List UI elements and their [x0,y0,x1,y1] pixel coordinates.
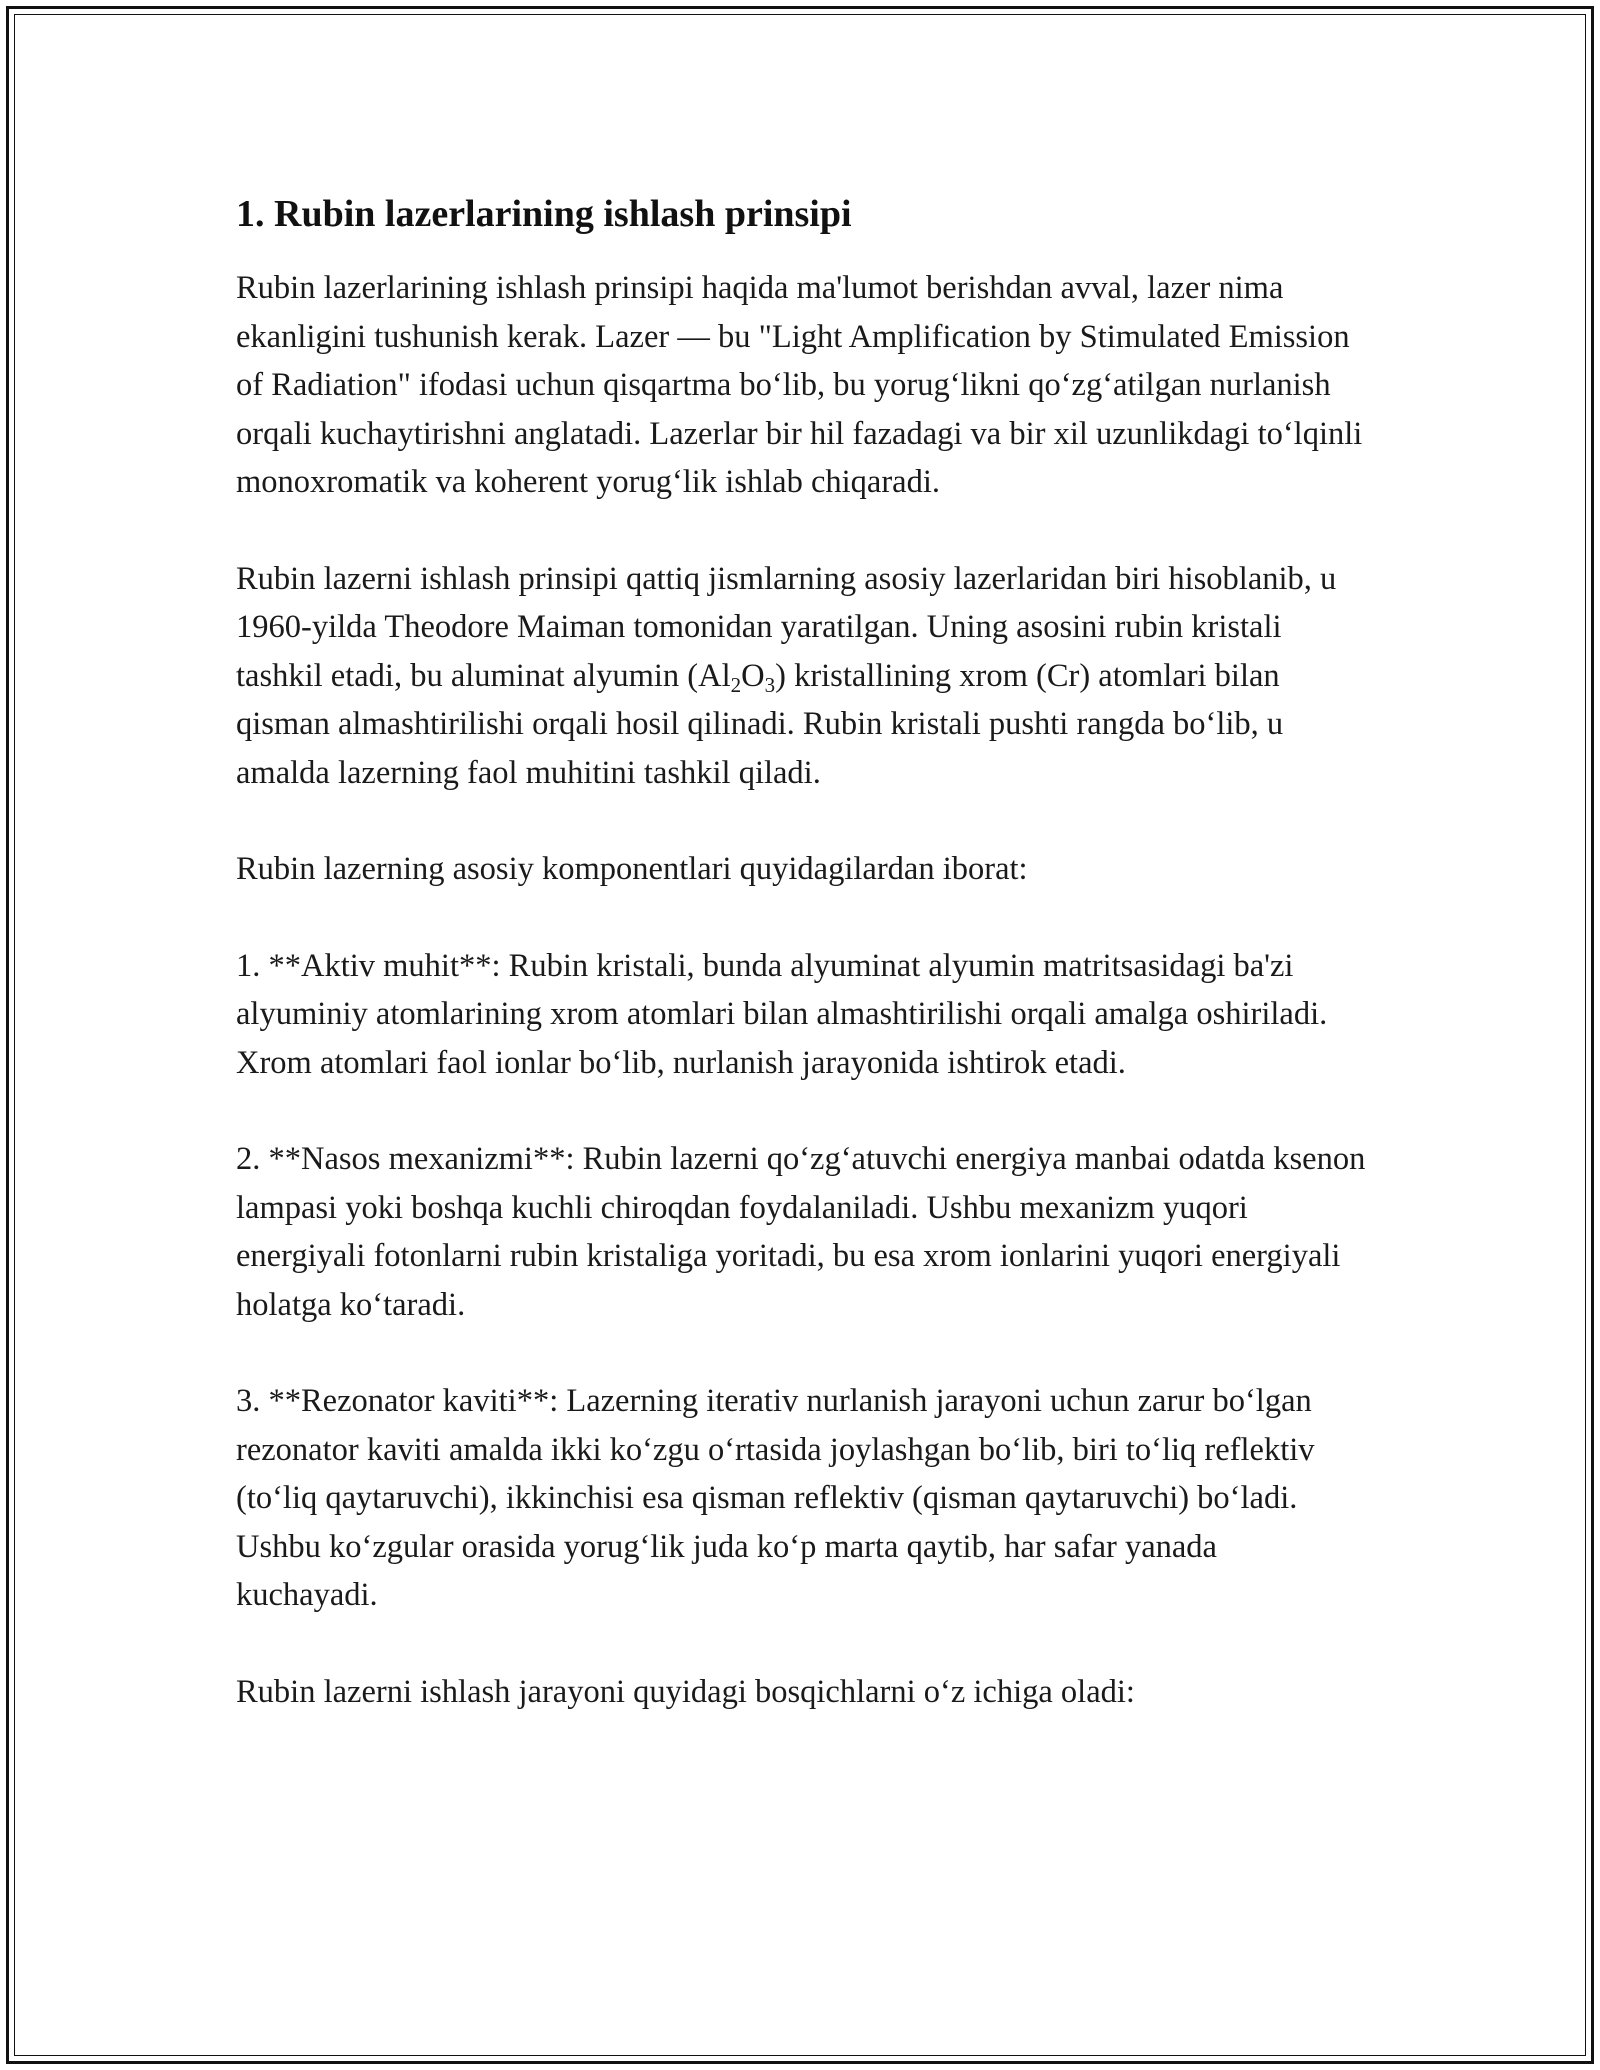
paragraph-process-intro: Rubin lazerni ishlash jarayoni quyidagi bosqichlarni o‘z ichiga oladi: [236,1673,1135,1710]
paragraph-ruby-history-text-1: Rubin lazerni ishlash prinsipi qattiq jismlarning asosiy lazerlaridan biri hisoblanib, u 1960-yilda Theodore Maiman tomonidan yaratilgan. Uning asosini rubin kristali tashkil etadi, bu aluminat alyumin (Al [236,560,1337,694]
paragraph-intro: Rubin lazerlarining ishlash prinsipi haqida ma'lumot berishdan avval, lazer nima ekanligini tushunish kerak. Lazer — bu "Light Amplification by Stimulated Emission of Radiation" ifodasi uchun qisqartma bo‘lib, bu yorug‘likni qo‘zg‘atilgan nurlanish orqali kuchaytirishni anglatadi. Lazerlar bir hil fazadagi va bir xil uzunlikdagi to‘lqinli monoxromatik va koherent yorug‘lik ishlab chiqaradi. [236,270,1363,500]
oxygen-symbol: O [741,657,765,694]
list-item-active-medium: 1. **Aktiv muhit**: Rubin kristali, bunda alyuminat alyumin matritsasidagi ba'zi alyuminiy atomlarining xrom atomlari bilan almashtirilishi orqali amalga oshiriladi. Xrom atomlari faol ionlar bo‘lib, nurlanish jarayonida ishtirok etadi. [236,947,1328,1081]
subscript-2: 2 [730,672,742,697]
subscript-3: 3 [764,672,776,697]
paragraph-ruby-history [236,555,1366,798]
list-item-pump-mechanism: 2. **Nasos mexanizmi**: Rubin lazerni qo‘zg‘atuvchi energiya manbai odatda ksenon lampasi yoki boshqa kuchli chiroqdan foydalaniladi. Ushbu mexanizm yuqori energiyali fotonlarni rubin kristaliga yoritadi, bu esa xrom ionlarini yuqori energiyali holatga ko‘taradi. [236,1141,1366,1323]
list-item-resonator-cavity: 3. **Rezonator kaviti**: Lazerning iterativ nurlanish jarayoni uchun zarur bo‘lgan rezonator kaviti amalda ikki ko‘zgu o‘rtasida joylashgan bo‘lib, biri to‘liq reflektiv (to‘liq qaytaruvchi), ikkinchisi esa qisman reflektiv (qisman qaytaruvchi) bo‘ladi. Ushbu ko‘zgular orasida yorug‘lik juda ko‘p marta qaytib, har safar yanada kuchayadi. [236,1383,1315,1613]
paragraph-ruby-history-text-2: ) kristallining xrom (Cr) atomlari bilan qisman almashtirilishi orqali hosil qilinadi. Rubin kristali pushti rangda bo‘lib, u amalda lazerning faol muhitini tashkil qiladi. [236,657,1284,791]
document-page [236,190,1366,1764]
paragraph-components-intro: Rubin lazerning asosiy komponentlari quyidagilardan iborat: [236,851,1028,887]
section-heading: 1. Rubin lazerlarining ishlash prinsipi [236,193,852,235]
